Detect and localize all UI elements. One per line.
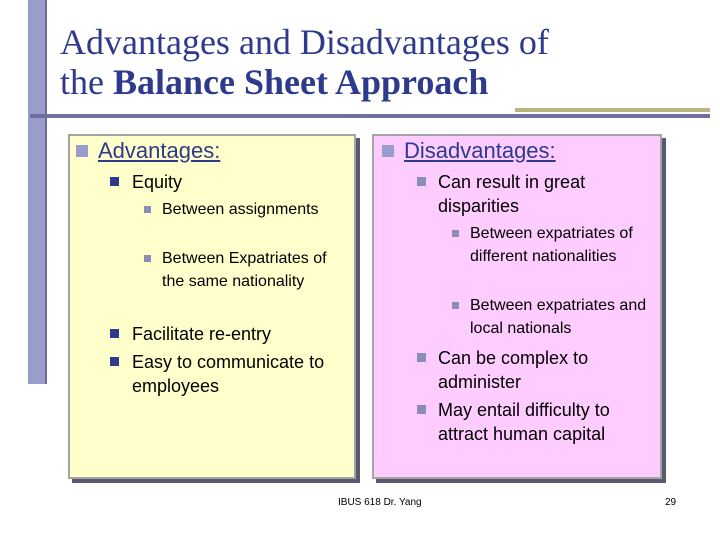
title-line-2-prefix: the [60, 62, 113, 102]
advantages-heading [76, 138, 220, 164]
title-accent-rule [515, 108, 710, 112]
sub-bullet-icon [452, 230, 459, 237]
sub-bullet-icon [452, 302, 459, 309]
sub-bullet-icon [144, 206, 151, 213]
disadvantage-item: May entail difficulty to attract human capital [438, 400, 610, 444]
bullet-icon [110, 329, 119, 338]
disadvantages-heading [382, 138, 556, 164]
page-number: 29 [665, 497, 677, 508]
heading-bullet-icon [76, 145, 88, 157]
bullet-icon [417, 405, 426, 414]
title-line-2-bold: Balance Sheet Approach [112, 62, 489, 102]
disadvantage-item: Can be complex to administer [438, 348, 589, 392]
advantage-item: Facilitate re-entry [132, 324, 272, 344]
side-bar-mask [0, 0, 28, 110]
bullet-icon [110, 357, 119, 366]
heading-bullet-icon [382, 145, 394, 157]
disadvantage-item: Can result in great disparities [438, 172, 586, 216]
footer-course: IBUS 618 Dr. Yang [338, 497, 422, 508]
disadvantages-heading-label: Disadvantages: [404, 138, 556, 163]
decorative-side-bar [28, 0, 47, 384]
title-divider [30, 114, 710, 118]
bullet-icon [110, 177, 119, 186]
equity-subitem: Between Expatriates of the same nationality [162, 250, 327, 290]
sub-bullet-icon [144, 255, 151, 262]
advantages-heading-label: Advantages: [98, 138, 221, 163]
advantage-item: Easy to communicate to employees [132, 352, 325, 396]
equity-subitem: Between assignments [162, 201, 319, 218]
disparities-subitem: Between expatriates of different nationalities [470, 225, 633, 265]
title-line-1: Advantages and Disadvantages of [60, 22, 549, 62]
title-line-2 [60, 62, 700, 102]
bullet-icon [417, 353, 426, 362]
disparities-subitem: Between expatriates and local nationals [470, 297, 647, 337]
advantage-item: Equity [132, 172, 183, 192]
bullet-icon [417, 177, 426, 186]
slide-title [60, 22, 700, 102]
